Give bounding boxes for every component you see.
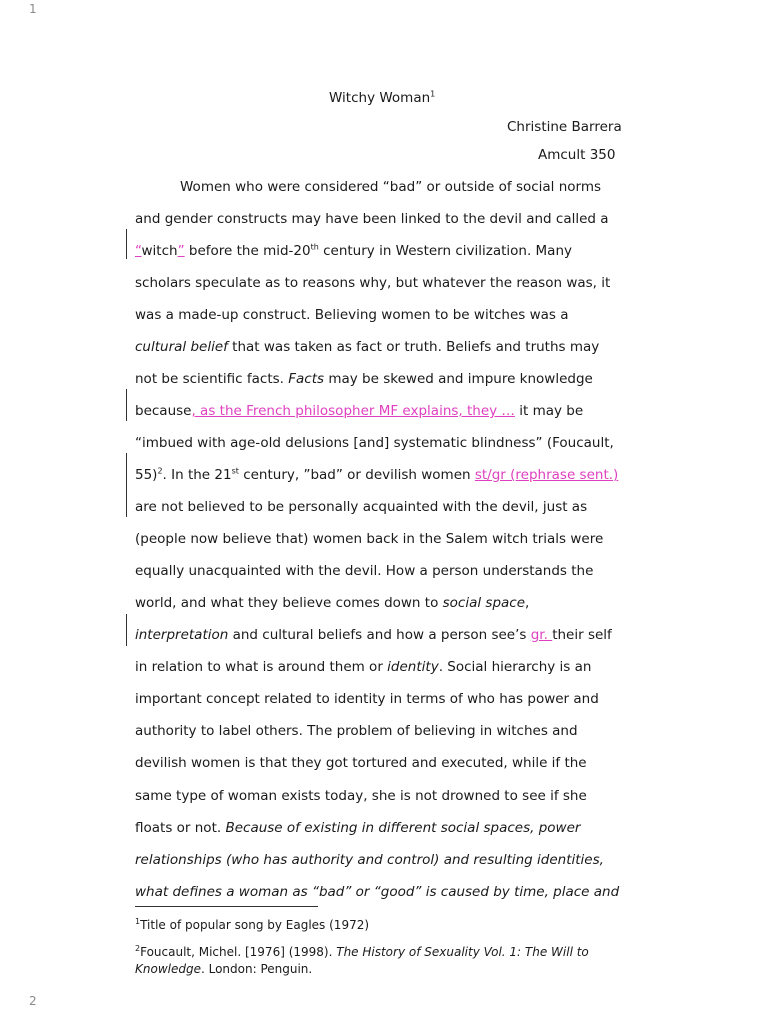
superscript: th [310,242,319,252]
text-run: their self [552,627,612,643]
body-line: same type of woman exists today, she is not drowned to see if she [135,788,587,804]
text-run: and cultural beliefs and how a person see’s [228,627,531,643]
footnote-book-title: Knowledge [135,962,201,976]
text-run: witch [141,243,178,259]
change-bar [126,453,127,517]
footnote-2 [135,945,589,960]
body-line [135,884,619,900]
text-run: , [525,595,530,611]
body-line: Women who were considered “bad” or outside of social norms [180,179,602,195]
italic-term: Facts [288,371,325,387]
text-run: in relation to what is around them or [135,659,388,675]
italic-text: Because of existing in different social spaces, power [225,820,581,836]
author-name: Christine Barrera [507,119,622,135]
footnote-number: 2 [135,944,141,953]
text-run: . In the 21 [162,467,232,483]
body-line [135,820,580,836]
body-line [135,243,572,259]
page-number-2: 2 [29,994,37,1008]
text-run: not be scientific facts. [135,371,289,387]
body-line: and gender constructs may have been linked to the devil and called a [135,211,609,227]
body-line: equally unacquainted with the devil. How a person understands the [135,563,594,579]
body-line [135,627,612,643]
tracked-insertion[interactable]: st/gr (rephrase sent.) [474,467,619,483]
body-line: (people now believe that) women back in the Salem witch trials were [135,531,604,547]
text-run: . Social hierarchy is an [438,659,592,675]
italic-term: identity [387,659,439,675]
footnote-marker[interactable]: 2 [157,466,163,476]
tracked-insertion[interactable]: “ [135,243,142,259]
body-line: authority to label others. The problem of believing in witches and [135,723,578,739]
change-bar [126,229,127,259]
italic-term: interpretation [135,627,229,643]
footnote-text: Foucault, Michel. [1976] (1998). [140,945,337,959]
document-title [329,90,435,106]
body-line [135,852,604,868]
footnote-book-title: The History of Sexuality Vol. 1: The Will to [336,945,589,959]
footnote-2-continued [135,962,312,977]
body-line [135,339,599,355]
text-run: 55) [135,467,158,483]
body-line [135,467,618,483]
body-line [135,403,583,419]
body-line: “imbued with age-old delusions [and] systematic blindness” (Foucault, [135,435,614,451]
text-run: century, ”bad” or devilish women [238,467,475,483]
body-line [135,659,591,675]
footnote-number: 1 [135,917,141,926]
text-run: before the mid-20 [184,243,311,259]
text-run: floats or not. [135,820,226,836]
italic-text: relationships (who has authority and control) and resulting identities, [135,852,604,868]
course-name: Amcult 350 [538,147,616,163]
body-line: important concept related to identity in terms of who has power and [135,691,599,707]
body-line: are not believed to be personally acquainted with the devil, just as [135,499,588,515]
tracked-insertion[interactable]: , as the French philosopher MF explains, they … [191,403,515,419]
page-number-1: 1 [29,2,37,16]
tracked-insertion[interactable]: ” [177,243,185,259]
body-line: devilish women is that they got tortured and executed, while if the [135,755,587,771]
body-line [135,595,529,611]
text-run: century in Western civilization. Many [318,243,573,259]
body-line [135,371,593,387]
change-bar [126,389,127,421]
change-bar [126,614,127,646]
body-line: scholars speculate as to reasons why, but whatever the reason was, it [135,275,611,291]
title-text: Witchy Woman [329,90,431,106]
footnote-text: . London: Penguin. [200,962,313,976]
body-line: was a made-up construct. Believing women to be witches was a [135,307,569,323]
footnote-separator [135,906,318,907]
footnote-1 [135,918,369,933]
footnote-text: Title of popular song by Eagles (1972) [140,918,370,932]
text-run: world, and what they believe comes down to [135,595,443,611]
title-footnote-marker: 1 [430,89,436,99]
italic-term: social space [442,595,526,611]
text-run: it may be [514,403,584,419]
italic-text: what defines a woman as “bad” or “good” is caused by time, place and [135,884,620,900]
text-run: may be skewed and impure knowledge [324,371,593,387]
text-run: that was taken as fact or truth. Beliefs and truths may [227,339,600,355]
superscript: st [231,466,239,476]
text-run: because [135,403,192,419]
tracked-insertion[interactable]: gr. [530,627,553,643]
italic-term: cultural belief [135,339,228,355]
